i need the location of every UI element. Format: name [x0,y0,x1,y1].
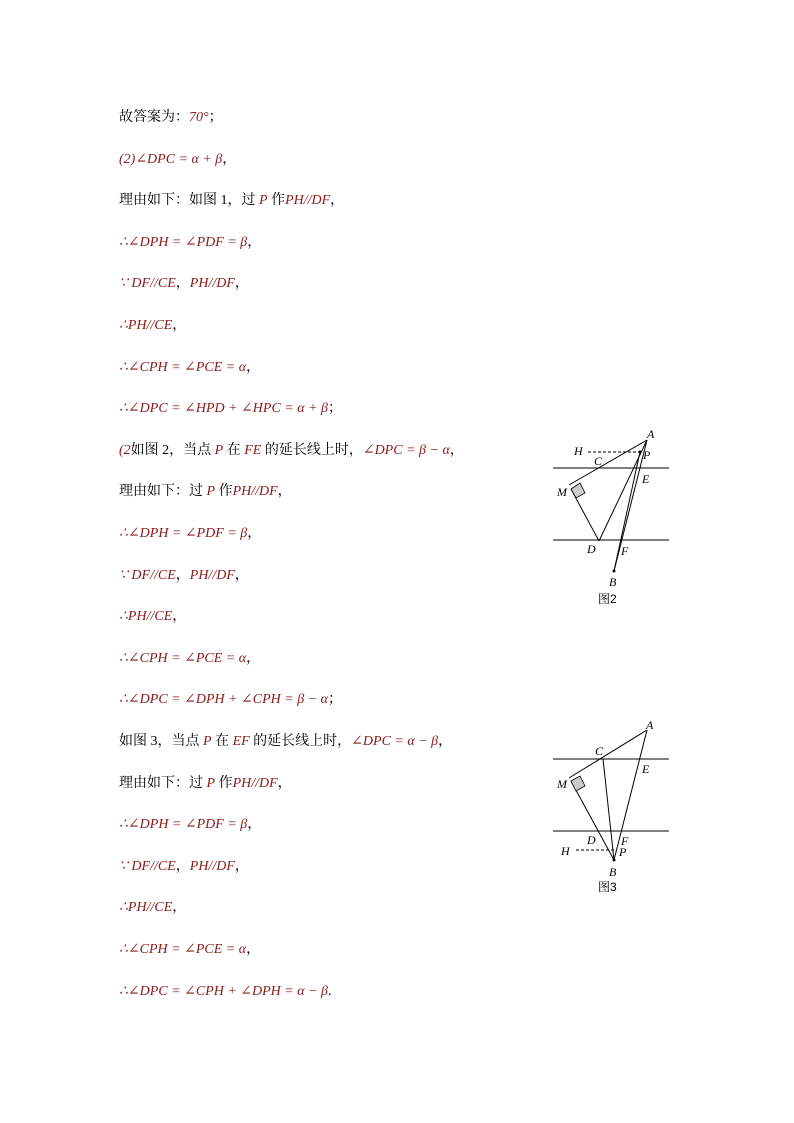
math-expression: P [259,193,268,209]
math-expression: ∵ [119,858,132,874]
text-span: ， [234,858,249,874]
solution-line [119,898,186,918]
math-expression: (2 [119,442,131,458]
right-angle-mark [571,776,585,791]
point-p [639,451,642,454]
text-span: 的延长线上时， [261,442,363,458]
math-expression: P [203,734,212,749]
solution-line [119,441,464,461]
math-expression: 70° [189,110,209,125]
math-expression: ∠DPH = ∠PDF = β [127,234,248,250]
text-span: ， [247,817,262,833]
text-span: ， [172,318,187,333]
math-expression: ∴ [119,692,128,708]
math-expression: PH//CE [127,900,173,916]
math-expression: ∠DPC = α − β [351,734,439,749]
label-f: F [621,834,629,848]
point-b [613,570,616,573]
text-span: ， [246,650,261,666]
text-span: ， [277,775,292,791]
math-expression: ∴ [119,234,128,250]
math-expression: ∴ [119,817,128,833]
solution-line [119,649,260,669]
math-expression: P [206,484,216,500]
text-span: ， [438,734,453,749]
math-expression: PH//CE [127,318,173,333]
text-span: ， [246,942,261,957]
figure-3 [548,715,678,895]
label-a: A [647,427,655,441]
label-c: C [594,454,603,468]
math-expression: P [206,775,216,791]
text-span: ， [247,526,262,541]
solution-line [119,316,186,336]
text-span: ； [208,110,223,125]
solution-line [119,150,236,170]
math-expression: P [214,442,224,458]
solution-line [119,857,249,877]
solution-line [119,399,342,419]
math-expression: PH//DF [232,775,278,791]
right-angle-mark [571,483,585,498]
math-expression: PH//DF [232,484,278,500]
solution-line [119,566,249,586]
solution-line [119,358,260,378]
solution-line [119,191,344,211]
text-span: ， [449,442,464,458]
text-span: 故答案为： [119,110,189,125]
text-span: ， [277,484,292,500]
math-expression: ∠DPH = ∠PDF = β [127,817,248,833]
point-b [613,859,616,862]
line-pa [614,730,647,860]
math-expression: ∠DPC = ∠DPH + ∠CPH = β − α [127,692,328,708]
math-expression: (2)∠DPC = α + β [119,151,223,167]
math-expression: ∴ [119,609,128,625]
text-span: ， [246,359,261,375]
text-span: ， [175,567,190,583]
math-expression: PH//DF [189,276,235,292]
line-ma [569,730,647,778]
solution-line [119,690,342,710]
solution-line [119,233,261,253]
solution-line [119,274,249,294]
solution-line [119,607,186,627]
math-expression: PH//DF [189,567,235,583]
math-expression: ∴ [119,526,128,541]
math-expression: ∠DPC = ∠HPD + ∠HPC = α + β [127,401,328,417]
text-span: 的延长线上时， [249,734,352,749]
label-h: H [561,844,570,858]
label-h: H [574,444,583,458]
text-span: ， [222,151,237,167]
text-span: 在 [223,442,245,458]
math-expression: ∠DPH = ∠PDF = β [127,526,248,541]
math-expression: PH//DF [285,193,331,209]
label-p: P [643,448,651,462]
math-expression: DF//CE [131,858,176,874]
solution-line [119,524,261,544]
figure-2 [548,425,678,610]
text-span: ， [247,234,262,250]
math-expression: ∠DPC = β − α [362,442,450,458]
label-p: P [619,845,627,859]
text-span: 作 [215,775,233,791]
text-span: ； [328,401,342,417]
solution-line [119,774,292,794]
math-expression: ∠CPH = ∠PCE = α [127,650,247,666]
text-span: ， [234,276,249,292]
math-expression: ∵ [119,567,132,583]
text-span: ， [234,567,249,583]
solution-line [119,940,260,960]
text-span: 理由如下：如图 1，过 [119,193,259,209]
math-expression: ∴ [119,401,128,417]
label-a: A [646,718,654,732]
label-b: B [609,575,617,589]
text-span: ； [328,692,342,708]
label-f: F [621,544,629,558]
math-expression: ∴ [119,983,128,999]
text-span: ， [175,276,190,292]
math-expression: DF//CE [131,567,176,583]
math-expression: DF//CE [131,276,176,292]
solution-line [119,815,261,835]
text-span: ， [175,858,190,874]
text-span: 如图 2，当点 [130,442,215,458]
text-span: 作 [267,193,286,209]
text-span: ， [330,193,345,209]
label-c: C [595,744,604,758]
text-span: ， [172,900,187,916]
label-e: E [642,762,650,776]
text-span: . [328,983,332,999]
line-cp [603,759,614,860]
text-span: ， [172,609,187,625]
text-span: 如图 3，当点 [119,734,203,749]
label-m: M [557,485,567,499]
solution-line [119,732,452,752]
math-expression: ∵ [119,276,132,292]
math-expression: ∠CPH = ∠PCE = α [127,359,247,375]
math-expression: ∴ [119,900,128,916]
math-expression: PH//CE [127,609,173,625]
solution-line [119,108,223,128]
math-expression: ∴ [119,942,128,957]
label-b: B [609,865,617,879]
math-expression: EF [232,734,250,749]
label-d: D [587,542,596,556]
solution-line [119,982,332,1002]
math-expression: ∴ [119,650,128,666]
label-d: D [587,833,596,847]
math-expression: PH//DF [189,858,235,874]
figure-3-caption: 图3 [598,880,617,894]
text-span: 理由如下：过 [119,484,207,500]
text-span: 理由如下：过 [119,775,207,791]
math-expression: ∴ [119,359,128,375]
math-expression: ∠CPH = ∠PCE = α [127,942,247,957]
figure-2-caption: 图2 [598,592,617,606]
text-span: 作 [215,484,233,500]
math-expression: FE [244,442,262,458]
solution-line [119,482,292,502]
math-expression: ∴ [119,318,128,333]
math-expression: ∠DPC = ∠CPH + ∠DPH = α − β [127,983,328,999]
label-e: E [642,472,650,486]
text-span: 在 [211,734,233,749]
line-mp [571,781,614,860]
label-m: M [557,777,567,791]
